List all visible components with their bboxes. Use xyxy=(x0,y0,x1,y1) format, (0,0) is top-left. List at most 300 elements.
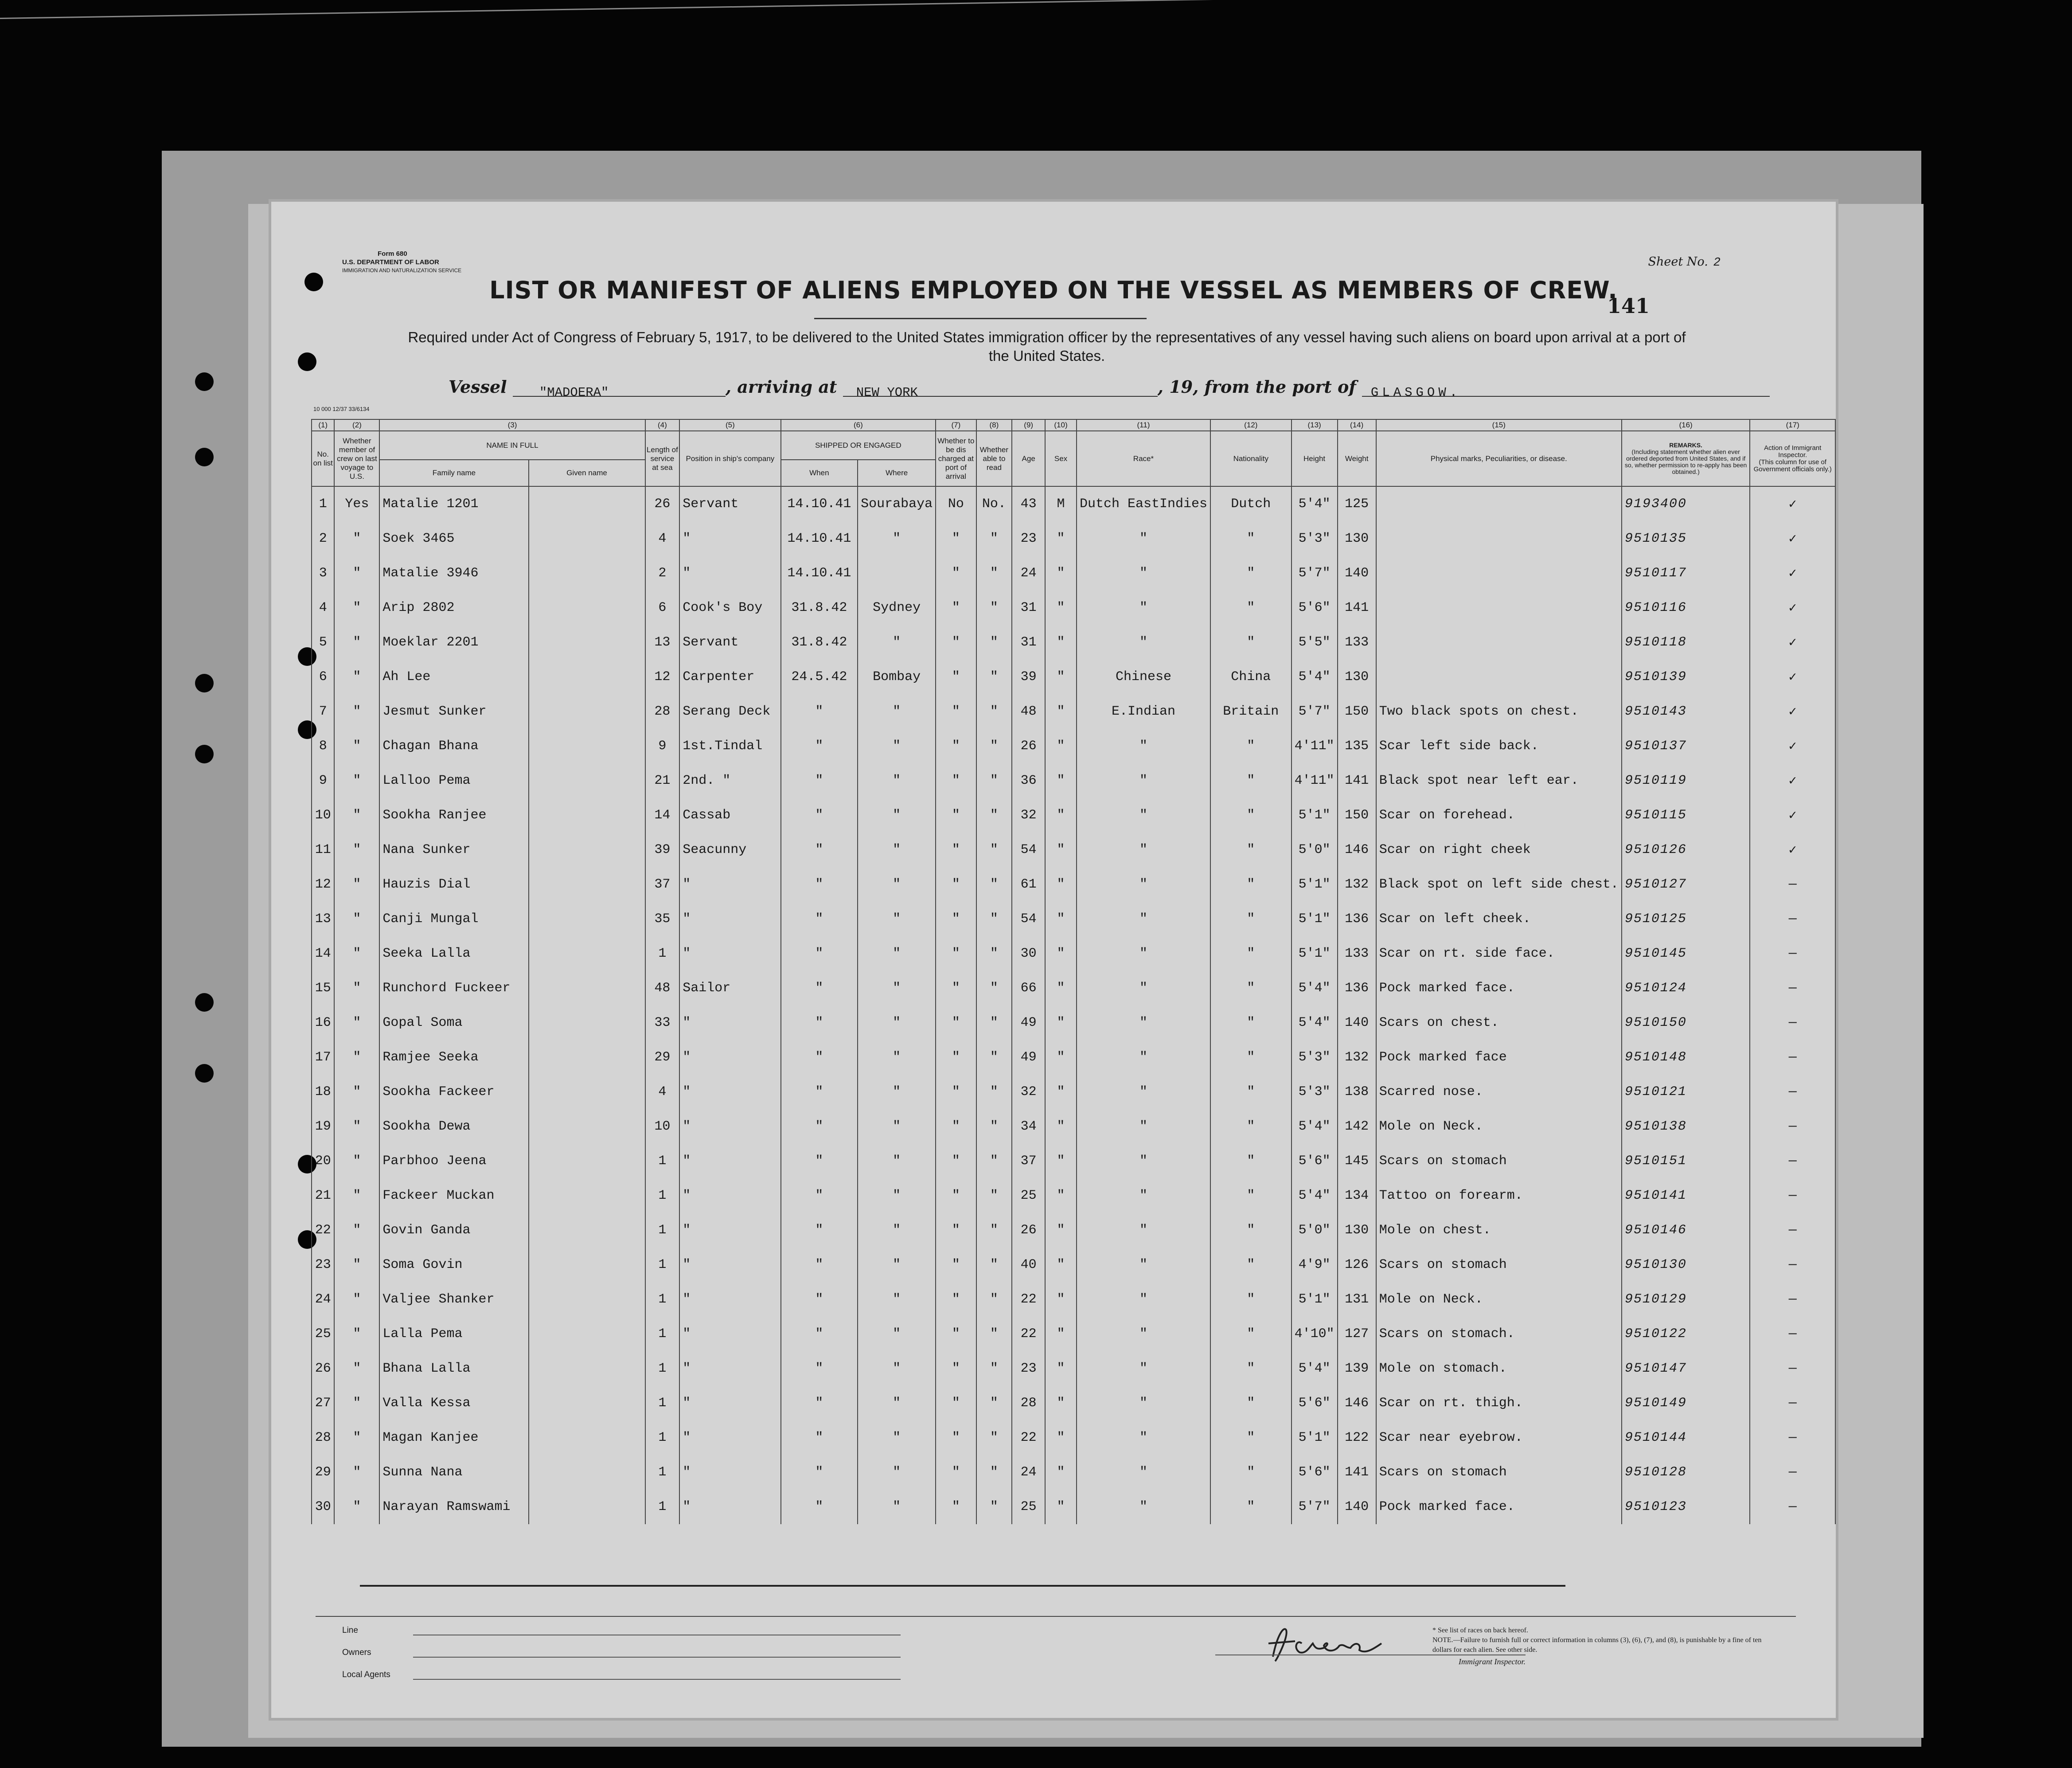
shipped-when-cell: " xyxy=(781,971,858,1005)
discharged-cell: " xyxy=(936,1040,976,1075)
height-cell: 5'4" xyxy=(1292,971,1338,1005)
physical-marks-cell: Mole on chest. xyxy=(1376,1213,1622,1248)
from-port: GLASGOW. xyxy=(1370,385,1461,400)
family-name-cell: Jesmut Sunker xyxy=(379,694,528,729)
row-number-cell: 8 xyxy=(312,729,334,763)
age-cell: 31 xyxy=(1012,591,1045,625)
race-cell: " xyxy=(1077,936,1210,971)
given-name-cell xyxy=(529,591,645,625)
shipped-where-cell: " xyxy=(858,1248,936,1282)
header-sex: Sex xyxy=(1045,431,1077,486)
discharged-cell: " xyxy=(936,833,976,867)
physical-marks-cell: Scar on rt. thigh. xyxy=(1376,1386,1622,1420)
inspector-action-cell: ✓ xyxy=(1750,729,1835,763)
given-name-cell xyxy=(529,1282,645,1317)
height-cell: 5'3" xyxy=(1292,1075,1338,1109)
weight-cell: 131 xyxy=(1338,1282,1376,1317)
shipped-when-cell: " xyxy=(781,763,858,798)
physical-marks-cell: Pock marked face xyxy=(1376,1040,1622,1075)
last-voyage-cell: " xyxy=(334,798,379,833)
height-cell: 5'3" xyxy=(1292,521,1338,556)
age-cell: 49 xyxy=(1012,1040,1045,1075)
age-cell: 22 xyxy=(1012,1317,1045,1351)
position-cell: " xyxy=(679,867,780,902)
physical-marks-cell xyxy=(1376,486,1622,521)
shipped-when-cell: " xyxy=(781,1455,858,1490)
header-action-inspector xyxy=(1750,431,1835,486)
race-cell: " xyxy=(1077,556,1210,591)
age-cell: 24 xyxy=(1012,1455,1045,1490)
header-weight: Weight xyxy=(1338,431,1376,486)
nationality-cell: " xyxy=(1210,971,1292,1005)
able-to-read-cell: " xyxy=(976,1248,1012,1282)
shipped-where-cell: " xyxy=(858,1040,936,1075)
family-name-cell: Bhana Lalla xyxy=(379,1351,528,1386)
race-cell: " xyxy=(1077,1351,1210,1386)
height-cell: 5'1" xyxy=(1292,798,1338,833)
nationality-cell: " xyxy=(1210,763,1292,798)
discharged-cell: " xyxy=(936,1248,976,1282)
position-cell: " xyxy=(679,1144,780,1178)
physical-marks-cell: Scar left side back. xyxy=(1376,729,1622,763)
sex-cell: " xyxy=(1045,1109,1077,1144)
weight-cell: 146 xyxy=(1338,833,1376,867)
inspector-action-cell: — xyxy=(1750,1213,1835,1248)
family-name-cell: Ah Lee xyxy=(379,660,528,694)
able-to-read-cell: " xyxy=(976,729,1012,763)
nationality-cell: " xyxy=(1210,625,1292,660)
sex-cell: " xyxy=(1045,833,1077,867)
sex-cell: " xyxy=(1045,1248,1077,1282)
race-cell: " xyxy=(1077,763,1210,798)
nationality-cell: " xyxy=(1210,1178,1292,1213)
remark-number-cell: 9510135 xyxy=(1622,521,1750,556)
able-to-read-cell: " xyxy=(976,1178,1012,1213)
race-cell: " xyxy=(1077,1490,1210,1524)
family-name-cell: Lalla Pema xyxy=(379,1317,528,1351)
race-cell: " xyxy=(1077,1455,1210,1490)
able-to-read-cell: " xyxy=(976,798,1012,833)
nationality-cell: " xyxy=(1210,1248,1292,1282)
shipped-when-cell: " xyxy=(781,1317,858,1351)
physical-marks-cell: Black spot on left side chest. xyxy=(1376,867,1622,902)
row-number-cell: 15 xyxy=(312,971,334,1005)
able-to-read-cell: " xyxy=(976,867,1012,902)
vessel-info-row xyxy=(449,377,1778,400)
shipped-when-cell: " xyxy=(781,833,858,867)
given-name-cell xyxy=(529,936,645,971)
shipped-when-cell: " xyxy=(781,1248,858,1282)
sex-cell: " xyxy=(1045,1178,1077,1213)
sex-cell: " xyxy=(1045,867,1077,902)
row-number-cell: 3 xyxy=(312,556,334,591)
line-label: Line xyxy=(342,1626,358,1635)
position-cell: " xyxy=(679,1213,780,1248)
nationality-cell: " xyxy=(1210,798,1292,833)
remark-number-cell: 9510119 xyxy=(1622,763,1750,798)
position-cell: " xyxy=(679,1109,780,1144)
given-name-cell xyxy=(529,486,645,521)
family-name-cell: Sookha Fackeer xyxy=(379,1075,528,1109)
penalty-note: NOTE.—Failure to furnish full or correct information in columns (3), (6), (7), and (8), is punishable by a fine of ten dollars for each alien. See other side. xyxy=(1432,1636,1762,1654)
table-row xyxy=(312,1455,1835,1490)
service-length-cell: 1 xyxy=(645,1317,680,1351)
remark-number-cell: 9510116 xyxy=(1622,591,1750,625)
nationality-cell: " xyxy=(1210,729,1292,763)
weight-cell: 130 xyxy=(1338,660,1376,694)
able-to-read-cell: " xyxy=(976,1040,1012,1075)
discharged-cell: " xyxy=(936,660,976,694)
shipped-where-cell: " xyxy=(858,1005,936,1040)
race-cell: " xyxy=(1077,1317,1210,1351)
vessel-name: "MADOERA" xyxy=(539,385,609,400)
last-voyage-cell: " xyxy=(334,1144,379,1178)
weight-cell: 141 xyxy=(1338,1455,1376,1490)
shipped-when-cell: 31.8.42 xyxy=(781,591,858,625)
height-cell: 5'0" xyxy=(1292,833,1338,867)
age-cell: 30 xyxy=(1012,936,1045,971)
last-voyage-cell: " xyxy=(334,1386,379,1420)
shipped-where-cell: " xyxy=(858,936,936,971)
family-name-cell: Parbhoo Jeena xyxy=(379,1144,528,1178)
family-name-cell: Hauzis Dial xyxy=(379,867,528,902)
weight-cell: 141 xyxy=(1338,591,1376,625)
weight-cell: 136 xyxy=(1338,971,1376,1005)
race-cell: " xyxy=(1077,1040,1210,1075)
inspector-action-cell: — xyxy=(1750,971,1835,1005)
shipped-when-cell: " xyxy=(781,936,858,971)
physical-marks-cell: Black spot near left ear. xyxy=(1376,763,1622,798)
shipped-when-cell: 14.10.41 xyxy=(781,486,858,521)
inspector-action-cell: — xyxy=(1750,1386,1835,1420)
able-to-read-cell: " xyxy=(976,1490,1012,1524)
discharged-cell: " xyxy=(936,556,976,591)
family-name-cell: Nana Sunker xyxy=(379,833,528,867)
service-length-cell: 1 xyxy=(645,1213,680,1248)
weight-cell: 130 xyxy=(1338,521,1376,556)
row-number-cell: 1 xyxy=(312,486,334,521)
table-row xyxy=(312,1178,1835,1213)
family-name-cell: Sookha Dewa xyxy=(379,1109,528,1144)
age-cell: 39 xyxy=(1012,660,1045,694)
inspector-action-cell: ✓ xyxy=(1750,833,1835,867)
service-length-cell: 12 xyxy=(645,660,680,694)
height-cell: 5'6" xyxy=(1292,1386,1338,1420)
inspector-action-cell: ✓ xyxy=(1750,591,1835,625)
able-to-read-cell: " xyxy=(976,1109,1012,1144)
inspector-action-cell: — xyxy=(1750,1144,1835,1178)
remark-number-cell: 9510144 xyxy=(1622,1420,1750,1455)
service-length-cell: 1 xyxy=(645,1351,680,1386)
given-name-cell xyxy=(529,1490,645,1524)
row-number-cell: 21 xyxy=(312,1178,334,1213)
weight-cell: 145 xyxy=(1338,1144,1376,1178)
able-to-read-cell: No. xyxy=(976,486,1012,521)
shipped-when-cell: " xyxy=(781,1005,858,1040)
position-cell: Seacunny xyxy=(679,833,780,867)
discharged-cell: " xyxy=(936,798,976,833)
sex-cell: " xyxy=(1045,1213,1077,1248)
given-name-cell xyxy=(529,1213,645,1248)
able-to-read-cell: " xyxy=(976,521,1012,556)
last-voyage-cell: " xyxy=(334,867,379,902)
last-voyage-cell: " xyxy=(334,625,379,660)
age-cell: 54 xyxy=(1012,902,1045,936)
shipped-where-cell: " xyxy=(858,1317,936,1351)
physical-marks-cell: Pock marked face. xyxy=(1376,971,1622,1005)
column-number-row: (1) (2) (3) (4) (5) (6) (7) (8) (9) (10) (11) (12) (13) (14) (15) (16) (17) xyxy=(312,419,1835,431)
sex-cell: " xyxy=(1045,1317,1077,1351)
last-voyage-cell: " xyxy=(334,1317,379,1351)
position-cell: " xyxy=(679,1351,780,1386)
given-name-cell xyxy=(529,1420,645,1455)
table-row xyxy=(312,833,1835,867)
service-length-cell: 21 xyxy=(645,763,680,798)
position-cell: " xyxy=(679,521,780,556)
given-name-cell xyxy=(529,1144,645,1178)
race-cell: " xyxy=(1077,833,1210,867)
remark-number-cell: 9510147 xyxy=(1622,1351,1750,1386)
able-to-read-cell: " xyxy=(976,1317,1012,1351)
row-number-cell: 4 xyxy=(312,591,334,625)
family-name-cell: Ramjee Seeka xyxy=(379,1040,528,1075)
remark-number-cell: 9510124 xyxy=(1622,971,1750,1005)
remarks-title: REMARKS. xyxy=(1669,442,1702,449)
shipped-where-cell: " xyxy=(858,1109,936,1144)
family-name-cell: Valla Kessa xyxy=(379,1386,528,1420)
position-cell: Serang Deck xyxy=(679,694,780,729)
inspector-action-cell: — xyxy=(1750,1420,1835,1455)
shipped-when-cell: " xyxy=(781,1109,858,1144)
shipped-where-cell: " xyxy=(858,798,936,833)
position-cell: Servant xyxy=(679,625,780,660)
height-cell: 5'7" xyxy=(1292,694,1338,729)
given-name-cell xyxy=(529,625,645,660)
service-length-cell: 1 xyxy=(645,1386,680,1420)
given-name-cell xyxy=(529,1005,645,1040)
service-length-cell: 10 xyxy=(645,1109,680,1144)
family-name-cell: Matalie 3946 xyxy=(379,556,528,591)
inspector-action-cell: ✓ xyxy=(1750,625,1835,660)
table-row xyxy=(312,763,1835,798)
manifest-footer xyxy=(316,1616,1796,1705)
able-to-read-cell: " xyxy=(976,556,1012,591)
able-to-read-cell: " xyxy=(976,1420,1012,1455)
nationality-cell: " xyxy=(1210,1040,1292,1075)
family-name-cell: Govin Ganda xyxy=(379,1213,528,1248)
nationality-cell: " xyxy=(1210,1075,1292,1109)
table-row xyxy=(312,1213,1835,1248)
remark-number-cell: 9510127 xyxy=(1622,867,1750,902)
given-name-cell xyxy=(529,971,645,1005)
sex-cell: " xyxy=(1045,763,1077,798)
last-voyage-cell: " xyxy=(334,1420,379,1455)
shipped-where-cell: " xyxy=(858,625,936,660)
age-cell: 32 xyxy=(1012,798,1045,833)
able-to-read-cell: " xyxy=(976,763,1012,798)
discharged-cell: " xyxy=(936,1109,976,1144)
race-cell: " xyxy=(1077,902,1210,936)
nationality-cell: " xyxy=(1210,521,1292,556)
able-to-read-cell: " xyxy=(976,1386,1012,1420)
weight-cell: 146 xyxy=(1338,1386,1376,1420)
shipped-when-cell: " xyxy=(781,729,858,763)
age-cell: 40 xyxy=(1012,1248,1045,1282)
last-voyage-cell: " xyxy=(334,1075,379,1109)
service-length-cell: 13 xyxy=(645,625,680,660)
table-row xyxy=(312,729,1835,763)
last-voyage-cell: " xyxy=(334,694,379,729)
discharged-cell: " xyxy=(936,1351,976,1386)
last-voyage-cell: " xyxy=(334,1455,379,1490)
race-cell: " xyxy=(1077,1420,1210,1455)
print-code: 10 000 12/37 33/6134 xyxy=(313,406,370,412)
table-row xyxy=(312,660,1835,694)
given-name-cell xyxy=(529,660,645,694)
height-cell: 5'4" xyxy=(1292,660,1338,694)
family-name-cell: Soek 3465 xyxy=(379,521,528,556)
shipped-where-cell: " xyxy=(858,521,936,556)
weight-cell: 132 xyxy=(1338,1040,1376,1075)
nationality-cell: Dutch xyxy=(1210,486,1292,521)
shipped-where-cell: " xyxy=(858,833,936,867)
remark-number-cell: 9510150 xyxy=(1622,1005,1750,1040)
physical-marks-cell: Scar on rt. side face. xyxy=(1376,936,1622,971)
inspector-action-cell: — xyxy=(1750,1282,1835,1317)
able-to-read-cell: " xyxy=(976,833,1012,867)
service-length-cell: 35 xyxy=(645,902,680,936)
discharged-cell: " xyxy=(936,1455,976,1490)
remark-number-cell: 9510125 xyxy=(1622,902,1750,936)
last-voyage-cell: " xyxy=(334,936,379,971)
shipped-when-cell: " xyxy=(781,1282,858,1317)
inspector-label: Immigrant Inspector. xyxy=(1215,1655,1526,1666)
discharged-cell: " xyxy=(936,591,976,625)
shipped-when-cell: " xyxy=(781,1075,858,1109)
table-row xyxy=(312,556,1835,591)
header-last-voyage: Whether member of crew on last voyage to U.S. xyxy=(334,431,379,486)
remark-number-cell: 9510138 xyxy=(1622,1109,1750,1144)
shipped-when-cell: " xyxy=(781,694,858,729)
shipped-where-cell: " xyxy=(858,1490,936,1524)
nationality-cell: Britain xyxy=(1210,694,1292,729)
shipped-when-cell: " xyxy=(781,867,858,902)
position-cell: Servant xyxy=(679,486,780,521)
row-number-cell: 9 xyxy=(312,763,334,798)
weight-cell: 133 xyxy=(1338,625,1376,660)
position-cell: " xyxy=(679,936,780,971)
shipped-where-cell: " xyxy=(858,729,936,763)
race-cell: " xyxy=(1077,971,1210,1005)
table-row xyxy=(312,1317,1835,1351)
row-number-cell: 16 xyxy=(312,1005,334,1040)
age-cell: 25 xyxy=(1012,1178,1045,1213)
able-to-read-cell: " xyxy=(976,1144,1012,1178)
physical-marks-cell: Scar on forehead. xyxy=(1376,798,1622,833)
nationality-cell: " xyxy=(1210,833,1292,867)
inspector-action-cell: ✓ xyxy=(1750,660,1835,694)
shipped-where-cell: Sydney xyxy=(858,591,936,625)
remark-number-cell: 9510121 xyxy=(1622,1075,1750,1109)
table-row xyxy=(312,1351,1835,1386)
family-name-cell: Narayan Ramswami xyxy=(379,1490,528,1524)
physical-marks-cell: Scars on stomach xyxy=(1376,1455,1622,1490)
nationality-cell: " xyxy=(1210,591,1292,625)
family-name-cell: Moeklar 2201 xyxy=(379,625,528,660)
last-voyage-cell: " xyxy=(334,1005,379,1040)
shipped-when-cell: " xyxy=(781,1213,858,1248)
crew-manifest-table xyxy=(311,419,1836,1524)
row-number-cell: 23 xyxy=(312,1248,334,1282)
given-name-cell xyxy=(529,1248,645,1282)
weight-cell: 122 xyxy=(1338,1420,1376,1455)
remark-number-cell: 9510118 xyxy=(1622,625,1750,660)
weight-cell: 134 xyxy=(1338,1178,1376,1213)
last-voyage-cell: " xyxy=(334,1351,379,1386)
sex-cell: " xyxy=(1045,1490,1077,1524)
height-cell: 5'1" xyxy=(1292,902,1338,936)
given-name-cell xyxy=(529,1351,645,1386)
weight-cell: 132 xyxy=(1338,867,1376,902)
row-number-cell: 26 xyxy=(312,1351,334,1386)
from-label: , from the port of xyxy=(1193,377,1356,397)
header-able-to-read: Whether able to read xyxy=(976,431,1012,486)
physical-marks-cell xyxy=(1376,625,1622,660)
weight-cell: 141 xyxy=(1338,763,1376,798)
remark-number-cell: 9510137 xyxy=(1622,729,1750,763)
discharged-cell: " xyxy=(936,1386,976,1420)
discharged-cell: " xyxy=(936,1075,976,1109)
manifest-sheet xyxy=(271,202,1836,1718)
header-position: Position in ship's company xyxy=(679,431,780,486)
last-voyage-cell: " xyxy=(334,971,379,1005)
weight-cell: 138 xyxy=(1338,1075,1376,1109)
weight-cell: 139 xyxy=(1338,1351,1376,1386)
row-number-cell: 24 xyxy=(312,1282,334,1317)
position-cell: " xyxy=(679,1490,780,1524)
physical-marks-cell: Pock marked face. xyxy=(1376,1490,1622,1524)
shipped-where-cell: " xyxy=(858,1144,936,1178)
row-number-cell: 18 xyxy=(312,1075,334,1109)
able-to-read-cell: " xyxy=(976,694,1012,729)
header-age: Age xyxy=(1012,431,1045,486)
nationality-cell: " xyxy=(1210,1109,1292,1144)
punch-hole xyxy=(195,372,214,391)
able-to-read-cell: " xyxy=(976,1075,1012,1109)
race-cell: " xyxy=(1077,1282,1210,1317)
able-to-read-cell: " xyxy=(976,971,1012,1005)
sex-cell: " xyxy=(1045,902,1077,936)
sex-cell: " xyxy=(1045,798,1077,833)
remark-number-cell: 9510139 xyxy=(1622,660,1750,694)
sex-cell: " xyxy=(1045,694,1077,729)
sex-cell: " xyxy=(1045,729,1077,763)
sheet-number: 2 xyxy=(1713,256,1721,270)
nationality-cell: " xyxy=(1210,1420,1292,1455)
height-cell: 5'6" xyxy=(1292,1455,1338,1490)
service-length-cell: 37 xyxy=(645,867,680,902)
last-voyage-cell: " xyxy=(334,1109,379,1144)
weight-cell: 140 xyxy=(1338,1005,1376,1040)
table-row xyxy=(312,1144,1835,1178)
position-cell: " xyxy=(679,1075,780,1109)
able-to-read-cell: " xyxy=(976,936,1012,971)
shipped-where-cell: " xyxy=(858,902,936,936)
physical-marks-cell xyxy=(1376,660,1622,694)
table-row xyxy=(312,902,1835,936)
height-cell: 4'11" xyxy=(1292,729,1338,763)
last-voyage-cell: " xyxy=(334,902,379,936)
